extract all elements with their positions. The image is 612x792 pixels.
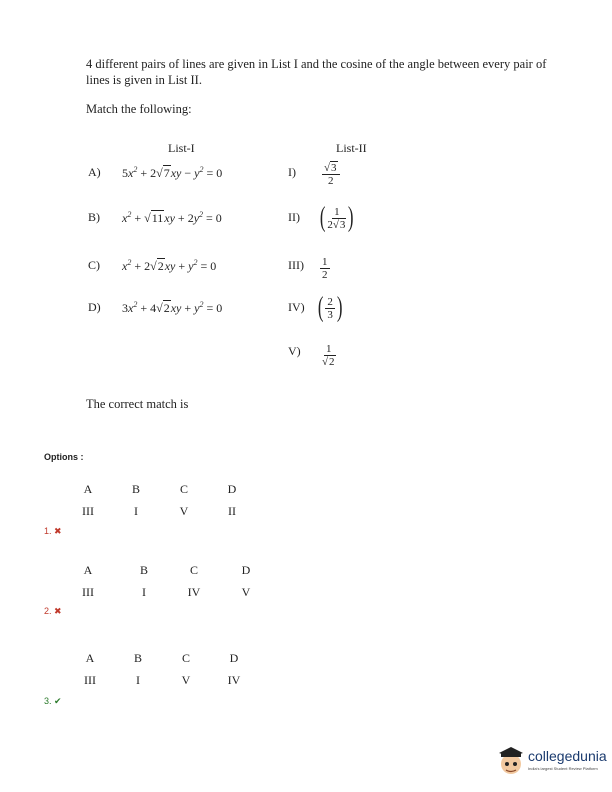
option-2-header-c: C	[189, 563, 198, 577]
option-2-value-b: I	[142, 585, 146, 599]
list1-equation-b: $x^2 + √11xy + 2y^2 = 0$	[122, 210, 222, 225]
list1-label-c: C)	[88, 258, 100, 272]
options-label: Options :	[44, 452, 84, 462]
list2-label-ii: II)	[288, 210, 300, 224]
option-2-header-b: B	[139, 563, 148, 577]
option-1-header-c: C	[179, 482, 188, 496]
logo-tagline: India's largest Student Review Platform	[528, 766, 598, 771]
option-3-number[interactable]	[44, 696, 62, 707]
list2-label-i: I)	[288, 165, 296, 179]
logo-name: collegedunia	[528, 748, 607, 764]
correct-check-icon: ✔	[54, 696, 62, 706]
list1-label-a: A)	[88, 165, 101, 179]
list2-value-iii: $\frac{1}{2}$	[322, 256, 328, 281]
list2-header: List-II	[336, 141, 367, 155]
list1-label-d: D)	[88, 300, 101, 314]
list2-label-iv: IV)	[288, 300, 305, 314]
wrong-icon: ✖	[54, 606, 62, 616]
option-3-header-b: B	[133, 651, 142, 665]
option-1-header-a: A	[83, 482, 93, 496]
option-1-number[interactable]	[44, 526, 62, 537]
list1-equation-c: $x^2 + 2√2xy + y^2 = 0$	[122, 258, 217, 273]
option-3-value-d: IV	[227, 673, 241, 687]
option-2-header-d: D	[241, 563, 251, 577]
option-3-value-c: V	[181, 673, 191, 687]
option-1-number-text: 1.	[44, 526, 52, 536]
option-1-value-d: II	[228, 504, 236, 518]
option-3-number-text: 3.	[44, 696, 52, 706]
option-3-header-d: D	[229, 651, 239, 665]
question-text: 4 different pairs of lines are given in List I and the cosine of the angle between every pair of lines is given in List II.	[86, 57, 547, 87]
option-3-header-c: C	[181, 651, 190, 665]
list2-value-v: $\frac{1}{√2}$	[322, 343, 335, 368]
option-3-value-a: III	[84, 673, 96, 687]
option-3-value-b: I	[136, 673, 140, 687]
option-2-value-c: IV	[187, 585, 201, 599]
option-2-header-a: A	[83, 563, 93, 577]
option-2-number[interactable]	[44, 606, 62, 617]
list2-label-iii: III)	[288, 258, 304, 272]
option-2-value-a: III	[82, 585, 94, 599]
option-1-value-a: III	[82, 504, 94, 518]
option-1-value-c: V	[179, 504, 189, 518]
option-1-header-d: D	[227, 482, 237, 496]
option-2-number-text: 2.	[44, 606, 52, 616]
list2-value-i: $\frac{√3}{2}$	[322, 162, 340, 187]
list1-equation-d: $3x^2 + 4√2xy + y^2 = 0$	[122, 300, 223, 315]
list2-label-v: V)	[288, 344, 301, 358]
list1-header: List-I	[168, 141, 195, 155]
option-3-header-a: A	[85, 651, 95, 665]
option-1-header-b: B	[131, 482, 140, 496]
option-2-value-d: V	[241, 585, 251, 599]
list2-value-iv: ( $\frac{2}{3}$ )	[317, 292, 343, 323]
list1-equation-a: $5x^2 + 2√7xy - y^2 = 0$	[122, 165, 223, 180]
option-1-value-b: I	[134, 504, 138, 518]
collegedunia-logo-icon	[496, 744, 526, 778]
prompt-text: The correct match is	[86, 397, 189, 411]
list2-value-ii: ( $\frac{1}{2√3}$ )	[319, 202, 354, 233]
wrong-icon: ✖	[54, 526, 62, 536]
list1-label-b: B)	[88, 210, 100, 224]
instruction: Match the following:	[86, 102, 192, 116]
